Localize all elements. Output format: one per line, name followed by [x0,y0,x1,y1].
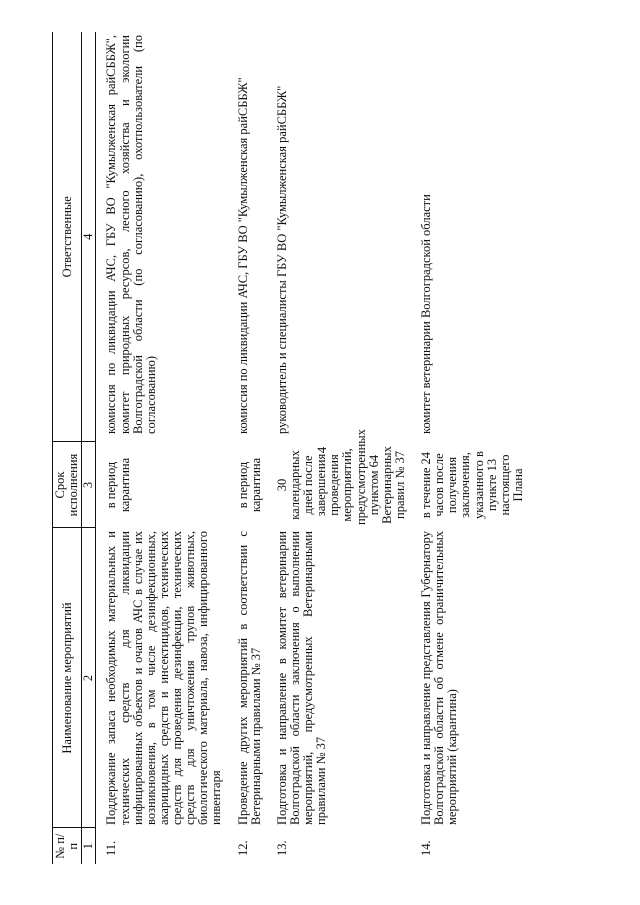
measure-responsible: руководитель и специалисты ГБУ ВО "Кумылженская райСББЖ" [274,85,289,434]
row-number: 14. [419,840,433,856]
page-number: 4 [314,446,329,454]
measure-term: в период карантина [104,457,132,513]
table-row [228,32,267,864]
header-name: Наименование мероприятий [53,528,82,828]
measure-name: Поддержание запаса необходимых материальных и технических средств для ликвидации инфицированных объектов и очагов АЧС в случае их возникновения, в том числе дезинфекционных, акарицидных средств и инсектицидов, технических средств для проведения дезинфекции, технических средств для уничтожения трупов животных, биологического материала, навоза, инфицированного инвентаря [104,531,224,825]
measure-responsible: комитет ветеринарии Волгоградской области [419,194,433,434]
column-number-4: 4 [82,32,96,442]
row-number: 11. [104,840,119,856]
measure-name: Подготовка и направление в комитет ветеринарии Волгоградской области заключения о выполнении мероприятий, предусмотренных Ветеринарными правилами № 37 [274,531,329,825]
measures-table [52,32,529,864]
row-number: 12. [235,840,250,856]
column-number-2: 2 [82,528,96,828]
table-row [96,32,228,864]
table-row [411,32,529,864]
column-number-3: 3 [82,442,96,528]
column-number-1: 1 [82,828,96,864]
measure-term: в период карантина [235,457,263,513]
table-row [267,32,411,864]
measure-name: Подготовка и направление представления Губернатору Волгоградской области об отмене ограничительных мероприятий (карантина) [419,531,460,825]
measure-responsible: комиссия по ликвидации АЧС, ГБУ ВО "Кумылженская райСББЖ", комитет природных ресурсов, лесного хозяйства и экологии Волгоградской области (по согласованию), охотпользователи (по согласованию) [104,35,158,434]
rotated-table-container [52,32,612,864]
measure-name: Проведение других мероприятий в соответствии с Ветеринарными правилами № 37 [235,531,263,825]
measure-term: в течение 24 часов после получения заключения, указанного в пункте 13 настоящего Плана [419,451,525,519]
header-number: № п/п [53,828,82,864]
measure-responsible: комиссия по ликвидации АЧС, ГБУ ВО "Кумылженская райСББЖ" [235,77,250,434]
row-number: 13. [274,840,289,856]
header-responsible: Ответственные [53,32,82,442]
measure-term: 30 календарных дней после завершения проведения мероприятий, предусмотренных пунктом 64 Ветеринарных правил № 37 [274,429,407,525]
header-term: Срок исполнения [53,442,82,528]
